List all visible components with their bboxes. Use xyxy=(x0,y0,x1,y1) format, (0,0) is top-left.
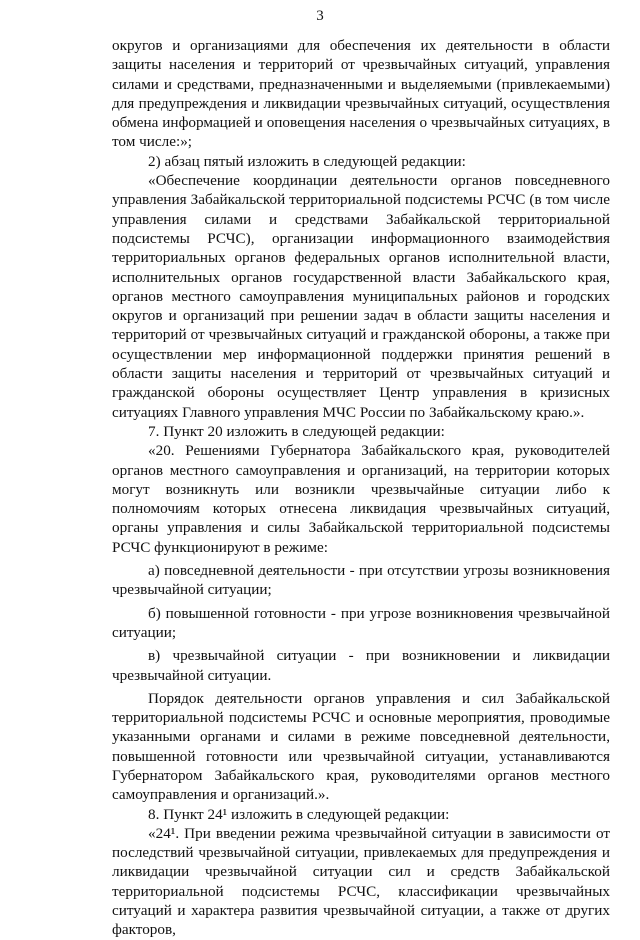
paragraph-procedure: Порядок деятельности органов управления и сил Забайкальской территориальной подсистемы РСЧС и основные мероприятия, проводимые указанными органами и силами в режиме повседневной деятельности, повышенной готовности или чрезвычайной ситуации, устанавливаются Губернатором Забайкальского края, руководителями органов местного самоуправления и организаций.». xyxy=(112,689,610,804)
document-body xyxy=(112,36,610,940)
paragraph-point-20: «20. Решениями Губернатора Забайкальского края, руководителей органов местного самоуправления и организаций, на территории которых могут возникнуть или возникли чрезвычайные ситуации либо к полномочиям которых отнесена ликвидация чрезвычайных ситуаций, органы управления и силы Забайкальской территориальной подсистемы РСЧС функционируют в режиме: xyxy=(112,442,610,556)
paragraph-continuation: округов и организациями для обеспечения их деятельности в области защиты населения и территорий от чрезвычайных ситуаций, управления силами и средствами, предназначенными и выделяемыми (привлекаемыми) для предупреждения и ликвидации чрезвычайных ситуаций, осуществления обмена информацией и оповещения населения о чрезвычайных ситуациях, в том числе:»; xyxy=(112,37,610,151)
paragraph-coordination: «Обеспечение координации деятельности органов повседневного управления Забайкальской территориальной подсистемы РСЧС (в том числе управления силами и средствами Забайкальской территориальной подсистемы РСЧС), организации информационного взаимодействия территориальных органов федеральных органов исполнительной власти, исполнительных органов государственной власти Забайкальского края, органов местного самоуправления муниципальных районов и городских округов и организаций при решении задач в области защиты населения и территорий от чрезвычайных ситуаций и гражданской обороны, а также при осуществлении мер информационной поддержки принятия решений в области защиты населения и территорий от чрезвычайных ситуаций и гражданской обороны осуществляет Центр управления в кризисных ситуациях Главного управления МЧС России по Забайкальскому краю.». xyxy=(112,172,610,421)
paragraph-item-7: 7. Пункт 20 изложить в следующей редакции: xyxy=(148,422,445,440)
paragraph-item-2: 2) абзац пятый изложить в следующей редакции: xyxy=(148,152,466,170)
paragraph-mode-a: а) повседневной деятельности - при отсутствии угрозы возникновения чрезвычайной ситуации; xyxy=(112,562,610,599)
paragraph-mode-b: б) повышенной готовности - при угрозе возникновения чрезвычайной ситуации; xyxy=(112,604,610,641)
page-number: 3 xyxy=(316,8,324,24)
paragraph-item-8: 8. Пункт 24¹ изложить в следующей редакции: xyxy=(148,805,450,823)
paragraph-point-24-1: «24¹. При введении режима чрезвычайной ситуации в зависимости от последствий чрезвычайной ситуации, привлекаемых для предупреждения и ликвидации чрезвычайной ситуации сил и средств Забайкальской территориальной подсистемы РСЧС, классификации чрезвычайных ситуаций и характера развития чрезвычайной ситуации, а также от других факторов, xyxy=(112,824,610,939)
paragraph-mode-c: в) чрезвычайной ситуации - при возникновении и ликвидации чрезвычайной ситуации. xyxy=(112,647,610,684)
